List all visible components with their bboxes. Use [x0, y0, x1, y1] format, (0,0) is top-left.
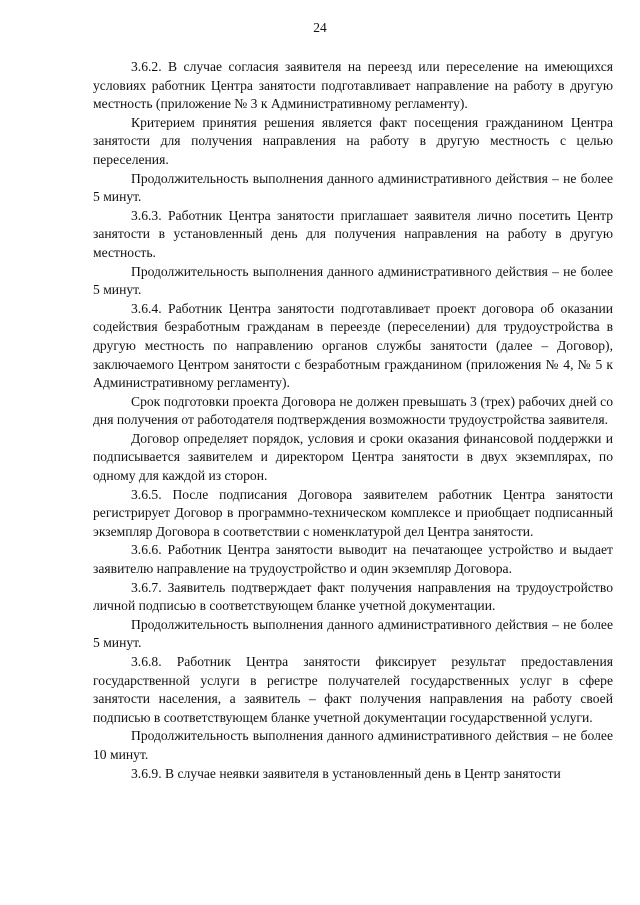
document-body — [93, 58, 613, 783]
paragraph-duration: Продолжительность выполнения данного административного действия – не более 10 минут. — [93, 728, 613, 762]
paragraph-3-6-2: 3.6.2. В случае согласия заявителя на переезд или переселение на имеющихся условиях работник Центра занятости подготавливает направление на работу в другую местность (приложение № 3 к Административному регламенту). — [93, 59, 613, 112]
paragraph-contract-deadline: Срок подготовки проекта Договора не должен превышать 3 (трех) рабочих дней со дня получения от работодателя подтверждения возможности трудоустройства заявителя. — [93, 393, 613, 428]
paragraph-3-6-5: 3.6.5. После подписания Договора заявителем работник Центра занятости регистрирует Договор в программно-техническом комплексе и приобщает подписанный экземпляр Договора в соответствии с номенклатурой дел Центра занятости. — [93, 486, 613, 539]
paragraph-3-6-4: 3.6.4. Работник Центра занятости подготавливает проект договора об оказании содействия безработным гражданам в переезде (переселении) для трудоустройства в другую местность по направлению органов службы занятости (далее – Договор), заключаемого Центром занятости с безработным гражданином (приложения № 4, № 5 к Административному регламенту). — [93, 300, 613, 391]
page-number: 24 — [313, 20, 327, 35]
paragraph-decision-criterion: Критерием принятия решения является факт посещения гражданином Центра занятости для получения направления на работу в другую местность с целью переселения. — [93, 114, 613, 167]
paragraph-duration: Продолжительность выполнения данного административного действия – не более 5 минут. — [93, 616, 613, 651]
paragraph-duration: Продолжительность выполнения данного административного действия – не более 5 минут. — [93, 263, 613, 298]
paragraph-contract-terms: Договор определяет порядок, условия и сроки оказания финансовой поддержки и подписывается заявителем и директором Центра занятости в двух экземплярах, по одному для каждой из сторон. — [93, 430, 613, 484]
paragraph-3-6-6: 3.6.6. Работник Центра занятости выводит на печатающее устройство и выдает заявителю направление на трудоустройство и один экземпляр Договора. — [93, 542, 613, 577]
paragraph-3-6-3: 3.6.3. Работник Центра занятости приглашает заявителя лично посетить Центр занятости в установленный день для получения направления на работу в другую местность. — [93, 207, 613, 260]
paragraph-3-6-8: 3.6.8. Работник Центра занятости фиксирует результат предоставления государственной услуги в регистре получателей государственных услуг в сфере занятости населения, а заявитель – факт получения направления на работу своей подписью в соответствующем бланке учетной документации государственной услуги. — [93, 654, 613, 725]
paragraph-3-6-7: 3.6.7. Заявитель подтверждает факт получения направления на трудоустройство личной подписью в соответствующем бланке учетной документации. — [93, 579, 613, 614]
paragraph-3-6-9: 3.6.9. В случае неявки заявителя в установленный день в Центр занятости — [131, 765, 561, 781]
paragraph-duration: Продолжительность выполнения данного административного действия – не более 5 минут. — [93, 170, 613, 205]
